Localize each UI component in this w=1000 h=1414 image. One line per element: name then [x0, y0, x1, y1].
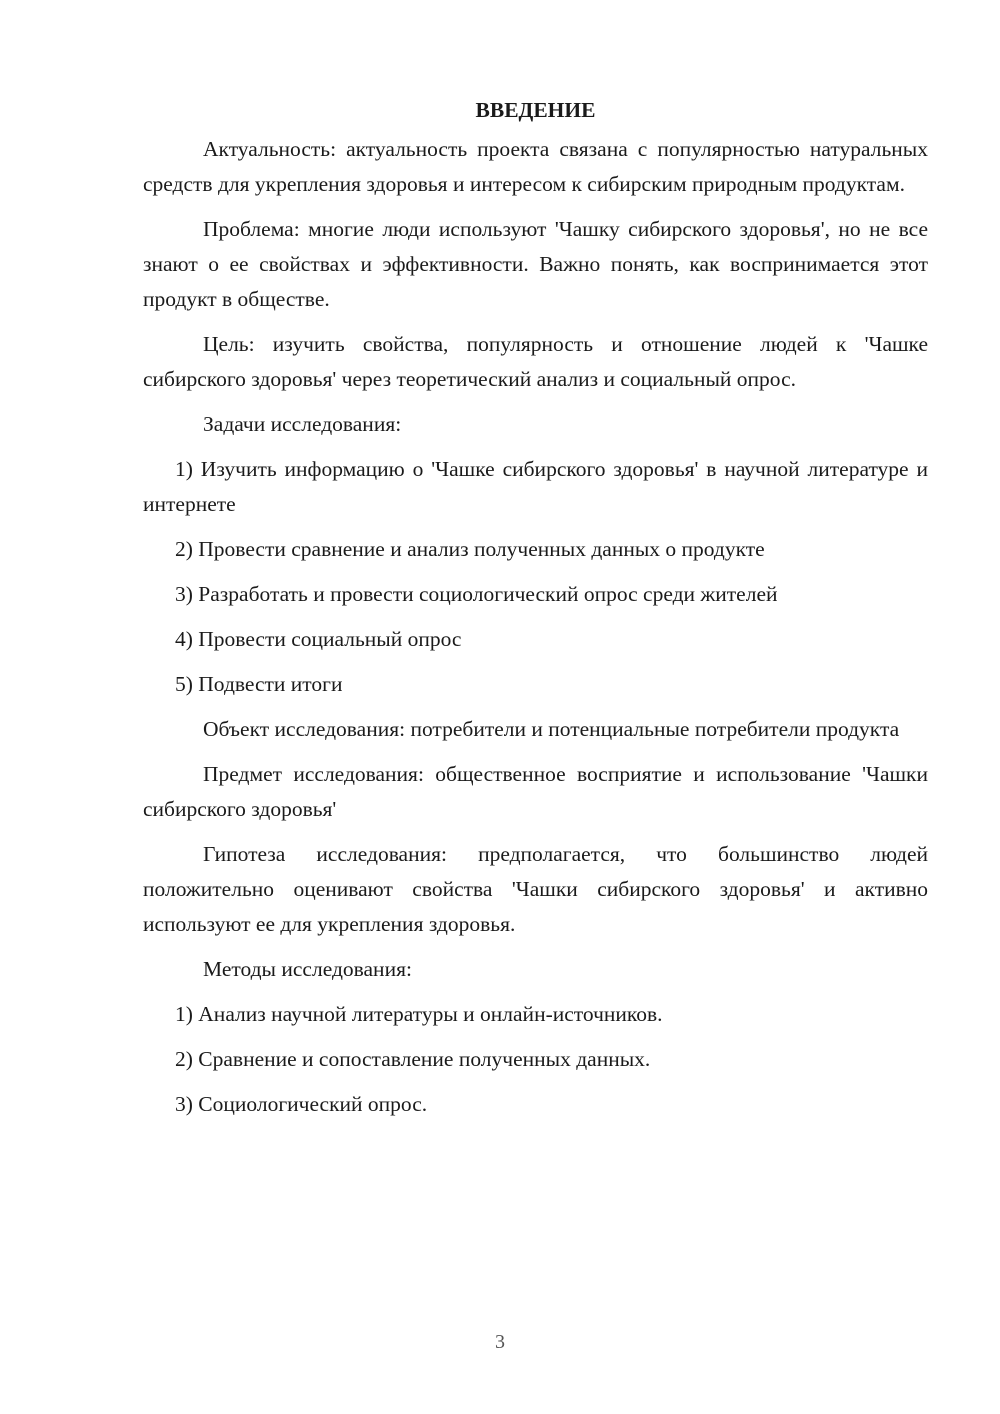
object-paragraph: Объект исследования: потребители и потенциальные потребители продукта — [203, 717, 900, 741]
task-item: 5) Подвести итоги — [175, 672, 343, 696]
methods-title: Методы исследования: — [203, 957, 412, 981]
goal-paragraph: Цель: изучить свойства, популярность и отношение людей к 'Чашке сибирского здоровья' через теоретический анализ и социальный опрос. — [143, 332, 928, 391]
relevance-paragraph: Актуальность: актуальность проекта связана с популярностью натуральных средств для укрепления здоровья и интересом к сибирским природным продуктам. — [143, 137, 928, 196]
tasks-title: Задачи исследования: — [203, 412, 402, 436]
method-item: 2) Сравнение и сопоставление полученных данных. — [175, 1047, 651, 1071]
page-content — [143, 92, 928, 1132]
subject-paragraph: Предмет исследования: общественное восприятие и использование 'Чашки сибирского здоровья' — [143, 762, 928, 821]
hypothesis-paragraph: Гипотеза исследования: предполагается, что большинство людей положительно оценивают свойства 'Чашки сибирского здоровья' и активно используют ее для укрепления здоровья. — [143, 842, 928, 936]
method-item: 3) Социологический опрос. — [175, 1092, 428, 1116]
task-item: 1) Изучить информацию о 'Чашке сибирского здоровья' в научной литературе и интернете — [143, 457, 928, 516]
task-item: 2) Провести сравнение и анализ полученных данных о продукте — [175, 537, 765, 561]
page-number: 3 — [495, 1331, 505, 1353]
method-item: 1) Анализ научной литературы и онлайн-источников. — [175, 1002, 663, 1026]
problem-paragraph: Проблема: многие люди используют 'Чашку сибирского здоровья', но не все знают о ее свойствах и эффективности. Важно понять, как воспринимается этот продукт в обществе. — [143, 217, 928, 311]
page-title: ВВЕДЕНИЕ — [475, 98, 596, 122]
task-item: 4) Провести социальный опрос — [175, 627, 462, 651]
task-item: 3) Разработать и провести социологический опрос среди жителей — [175, 582, 778, 606]
